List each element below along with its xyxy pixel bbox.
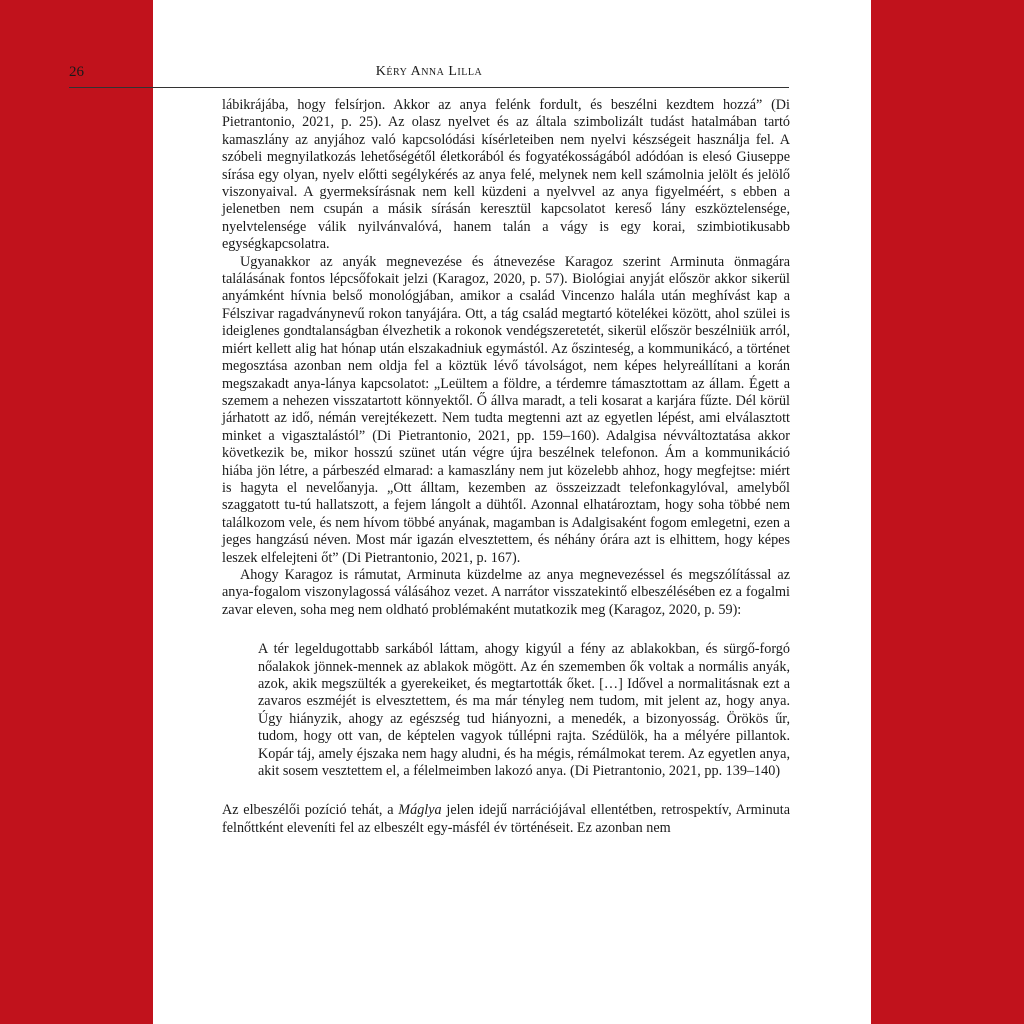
closing-paragraph <box>222 802 790 837</box>
paragraph: Ugyanakkor az anyák megnevezése és átnevezése Karagoz szerint Arminuta önmagára találásának fontos lépcsőfokait jelzi (Karagoz, 2020, p. 57). Biológiai anyját először akkor sikerül anyámként hívnia belső monológjában, amikor a család Vincenzo halála után meghívást kap a Félszivar ragadványnevű rokon tanyájára. Ott, a tág család megtartó kötelékei között, ahol szülei is ideiglenes gondtalanságban élvezhetik a rokonok vendégszeretetét, sikerül először beszélniük arról, miért kellett alig hat hónap után elszakadniuk egymástól. Az őszinteség, a kommunikácó, a történet megosztása azonban nem oldja fel a köztük lévő távolságot, nem képes helyreállítani a korán megszakadt anya-lánya kapcsolatot: „Leültem a földre, a térdemre támasztottam az állam. Égett a szemem a nehezen visszatartott könnyektől. Ő állva maradt, a teli kosarat a karjára fűzte. Dél körül járhatott az idő, némán verejtékezett. Nem tudta megtenni azt az egyetlen lépést, ami elválasztott minket a vigasztalástól” (Di Pietrantonio, 2021, pp. 159–160). Adalgisa névváltoztatása akkor következik be, mikor hosszú szünet után végre újra beszélnek telefonon. Ám a kommunikáció hiába jön létre, a párbeszéd elmarad: a kamaszlány nem jut közelebb ahhoz, hogy megfejtse: miért is hagyta el nevelőanyja. „Ott álltam, kezemben az összeizzadt telefonkagylóval, amelyből szaggatott tu-tú hallatszott, a fejem lángolt a dühtől. Azonnal elhatároztam, hogy soha többé nem találkozom vele, és nem hívom többé anyának, magamban is Adalgisaként fogom emlegetni, ezen a jeges hangzású néven. Most már igazán elvesztettem, és néhány órára azt is elhittem, hogy képes leszek elfelejteni őt” (Di Pietrantonio, 2021, p. 167). <box>222 253 790 566</box>
paragraph: Ahogy Karagoz is rámutat, Arminuta küzdelme az anya megnevezéssel és megszólítással az anya-fogalom viszonylagossá válásához vezet. A narrátor visszatekintő elbeszélésében ez a fogalmi zavar eleven, soha meg nem oldható problémaként mutatkozik meg (Karagoz, 2020, p. 59): <box>222 566 790 618</box>
closing-text: Az elbeszélői pozíció tehát, a <box>222 802 399 819</box>
book-title: Máglya <box>398 802 442 819</box>
body-text <box>222 97 790 837</box>
running-title: Kéry Anna Lilla <box>375 64 483 79</box>
block-quote: A tér legeldugottabb sarkából láttam, ahogy kigyúl a fény az ablakokban, és sürgő-forgó nőalakok jönnek-mennek az ablakok mögött. Az én szememben ők voltak a normális anyák, azok, akik megszülték a gyerekeiket, és megtartották őket. […] Idővel a normalitásnak ezt a zavaros eszméjét is elvesztettem, és ma már tényleg nem tudom, mit jelent az, hogy anya. Úgy hiányzik, ahogy az egészség tud hiányozni, a menedék, a bizonyosság. Örökös űr, tudom, hogy ott van, de képtelen vagyok túllépni rajta. Szédülök, ha a mélyére pillantok. Kopár táj, amely éjszaka nem hagy aludni, és ha mégis, rémálmokat terem. Az egyetlen anya, akit sosem vesztettem el, a félelmeimben lakozó anya. (Di Pietrantonio, 2021, pp. 139–140) <box>258 641 790 780</box>
header-rule <box>69 87 789 88</box>
page-number: 26 <box>69 64 84 80</box>
page-header <box>69 60 789 88</box>
closing-text-rest: jelen idejű narrációjával ellentétben, retrospektív, Arminuta felnőttként eleveníti fel az elbeszélt egy-másfél év történéseit. Ez azonban nem <box>222 802 790 836</box>
paragraph: lábikrájába, hogy felsírjon. Akkor az anya felénk fordult, és beszélni kezdtem hozzá” (Di Pietrantonio, 2021, p. 25). Az olasz nyelvet és az általa szimbolizált tudást hatalmában tartó kamaszlány az anyjához való kapcsolódási kísérleteiben nem nyelvi készségeit használja fel. A szóbeli megnyilatkozás lehetőségétől életkorából és fogyatékosságából adódóan is elesó Giuseppe sírása egy olyan, nyelv előtti segélykérés az anya felé, melynek nem kell számolnia jelölt és jelölő viszonyaival. A gyermeksírásnak nem kell küzdeni a nyelvvel az anya figyelméért, s ebben a jelenetben nem csupán a másik sírásán keresztül kapcsolatot kereső lány eszköztelensége, nyelvtelensége válik nyilvánvalóvá, hanem talán a vágy is egy korai, szimbiotikusabb egységkapcsolatra. <box>222 97 790 253</box>
